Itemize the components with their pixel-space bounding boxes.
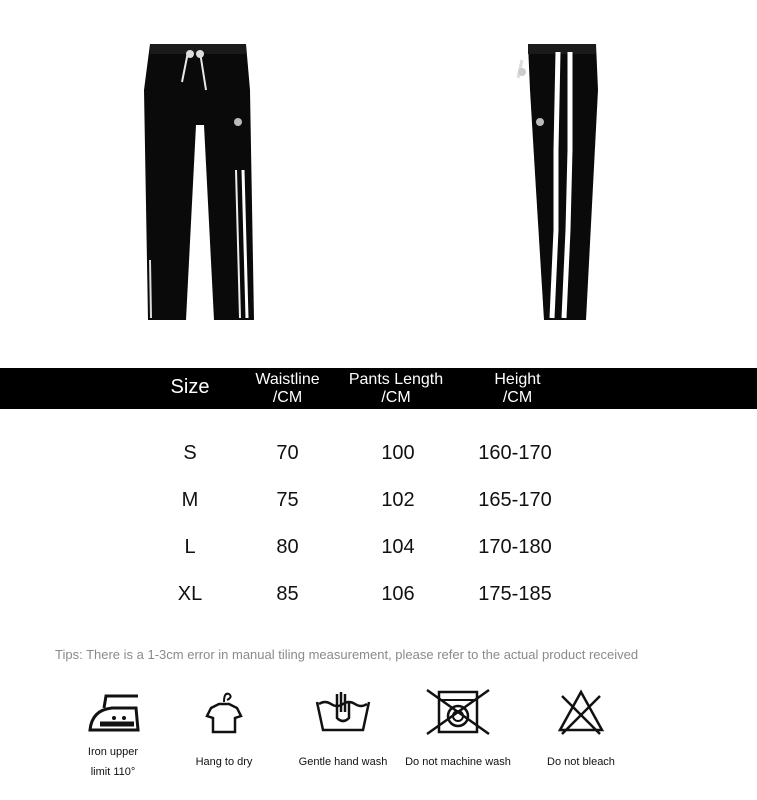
cell-waistline: 70 bbox=[276, 442, 299, 464]
care-no-machine-wash bbox=[398, 688, 518, 772]
cell-height: 165-170 bbox=[478, 489, 552, 511]
hand-wash-icon bbox=[313, 688, 373, 736]
table-row bbox=[0, 489, 757, 519]
care-iron bbox=[78, 688, 148, 782]
cell-size: M bbox=[181, 489, 199, 511]
no-bleach-icon bbox=[556, 688, 606, 736]
header-height: Height /CM bbox=[494, 371, 541, 406]
header-pants-length: Pants Length /CM bbox=[348, 371, 444, 406]
care-label: Gentle hand wash bbox=[298, 756, 388, 768]
care-label: Iron upper bbox=[87, 746, 139, 758]
cell-pants-length: 106 bbox=[381, 583, 415, 605]
no-machine-wash-icon bbox=[425, 688, 491, 736]
header-waistline: Waistline /CM bbox=[255, 371, 320, 406]
cell-height: 175-185 bbox=[478, 583, 552, 605]
pants-side-image bbox=[500, 30, 610, 330]
table-row bbox=[0, 536, 757, 566]
tips-note: Tips: There is a 1-3cm error in manual tiling measurement, please refer to the actual product received bbox=[55, 647, 639, 662]
size-table-header bbox=[0, 368, 757, 409]
care-hand-wash bbox=[290, 688, 396, 772]
cell-size: S bbox=[183, 442, 197, 464]
care-label: limit 110° bbox=[90, 766, 136, 778]
cell-pants-length: 100 bbox=[381, 442, 415, 464]
cell-pants-length: 104 bbox=[381, 536, 415, 558]
cell-height: 170-180 bbox=[478, 536, 552, 558]
cell-waistline: 80 bbox=[276, 536, 299, 558]
cell-size: XL bbox=[177, 583, 203, 605]
table-row bbox=[0, 583, 757, 613]
hanger-icon bbox=[201, 688, 247, 736]
cell-pants-length: 102 bbox=[381, 489, 415, 511]
cell-size: L bbox=[184, 536, 196, 558]
table-row bbox=[0, 442, 757, 472]
care-label: Do not bleach bbox=[547, 756, 615, 768]
cell-waistline: 75 bbox=[276, 489, 299, 511]
care-no-bleach bbox=[536, 688, 626, 772]
cell-waistline: 85 bbox=[276, 583, 299, 605]
care-label: Hang to dry bbox=[195, 756, 253, 768]
care-hang bbox=[186, 688, 262, 772]
pants-front-image bbox=[130, 30, 270, 330]
cell-height: 160-170 bbox=[478, 442, 552, 464]
iron-icon bbox=[82, 688, 144, 736]
header-size: Size bbox=[170, 376, 210, 398]
care-label: Do not machine wash bbox=[405, 756, 511, 768]
